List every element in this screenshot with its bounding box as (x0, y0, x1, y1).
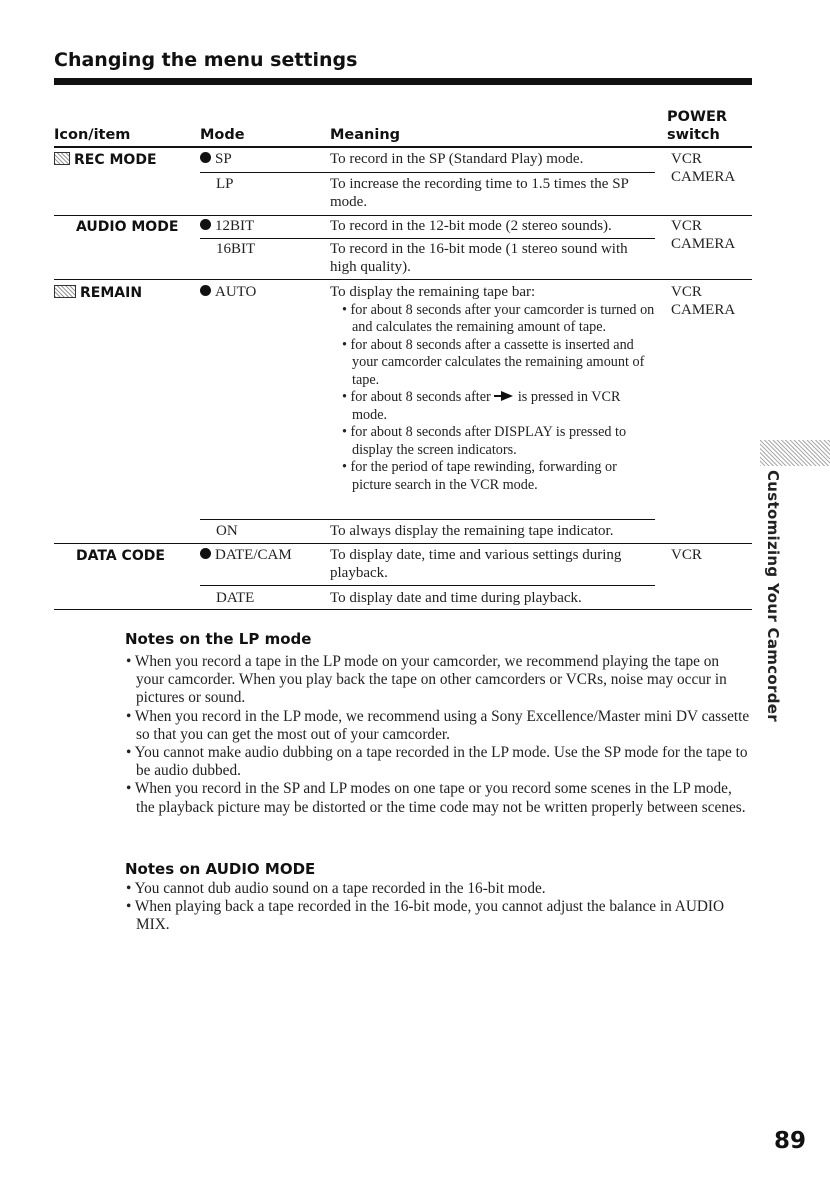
row-rule (200, 238, 655, 239)
page-title: Changing the menu settings (54, 49, 358, 71)
rec-mode-icon (54, 152, 70, 165)
remain-icon (54, 285, 76, 298)
remain-bullet: • for the period of tape rewinding, forwarding or picture search in the VCR mode. (342, 459, 617, 493)
remain-bullet: • for about 8 seconds after your camcorder is turned on and calculates the remaining amount of tape. (342, 301, 655, 335)
remain-auto: AUTO (200, 284, 256, 301)
audio-mode-power: VCR CAMERA (671, 218, 736, 252)
row-rule (54, 215, 752, 216)
selected-bullet-icon (200, 285, 211, 296)
rec-mode-lp-meaning: To increase the recording time to 1.5 times the SP mode. (330, 176, 629, 210)
selected-bullet-icon (200, 152, 211, 163)
header-meaning: Meaning (330, 127, 401, 143)
header-power-line2: switch (667, 127, 720, 143)
audio-mode-16bit: 16BIT (216, 241, 256, 257)
data-code-label: DATA CODE (76, 548, 165, 564)
list-item: • When you record in the LP mode, we recommend using a Sony Excellence/Master mini DV cassette so that you can get the most out of your camcorder. (126, 707, 750, 743)
audio-mode-label: AUDIO MODE (76, 219, 179, 235)
notes-lp-list (118, 653, 750, 817)
row-rule (200, 172, 655, 173)
notes-lp-heading: Notes on the LP mode (125, 630, 312, 648)
side-tab-label: Customizing Your Camcorder (764, 470, 782, 722)
rec-mode-sp-meaning: To record in the SP (Standard Play) mode. (330, 151, 584, 167)
row-rule (54, 543, 752, 544)
remain-item (54, 285, 142, 301)
data-code-date: DATE (216, 590, 255, 606)
row-rule (200, 585, 655, 586)
header-power (667, 108, 727, 144)
notes-audio-list (118, 880, 750, 935)
rec-mode-power: VCR CAMERA (671, 151, 736, 185)
title-rule (54, 78, 752, 85)
data-code-power: VCR (671, 547, 702, 563)
play-icon (494, 391, 514, 401)
header-power-line1: POWER (667, 109, 728, 125)
list-item: • When you record in the SP and LP modes on one tape or you record some scenes in the LP mode, the playback picture may be distorted or the time code may not be written properly between scenes. (126, 780, 746, 816)
side-tab-marker (760, 440, 830, 466)
rec-mode-item (54, 152, 157, 168)
rec-mode-sp: SP (200, 151, 232, 168)
rec-mode-label: REC MODE (74, 152, 157, 168)
selected-bullet-icon (200, 548, 211, 559)
table-bottom-rule (54, 609, 752, 610)
list-item: • When playing back a tape recorded in the 16-bit mode, you cannot adjust the balance in AUDIO MIX. (126, 898, 725, 934)
data-code-date-meaning: To display date and time during playback. (330, 590, 582, 606)
remain-bullet: • for about 8 seconds after a cassette is inserted and your camcorder calculates the remaining amount of tape. (342, 336, 645, 388)
audio-mode-12bit-meaning: To record in the 12-bit mode (2 stereo sounds). (330, 218, 612, 234)
page-number: 89 (774, 1128, 807, 1154)
header-icon-item: Icon/item (54, 127, 131, 143)
audio-mode-12bit: 12BIT (200, 218, 254, 235)
remain-auto-meaning: To display the remaining tape bar: • for about 8 seconds after your camcorder is turned on and calculates the remaining amount of tape. • for about 8 seconds after a cassette is inserted and your camcorder calculates the remaining amount of tape. • for about 8 seconds after is pressed in VCR mode. • for about 8 seconds after DISPLAY is pressed to display the screen indicators. • for the period of tape rewinding, forwarding or picture search in the VCR mode. (330, 284, 655, 493)
row-rule (200, 519, 655, 520)
remain-bullet: • for about 8 seconds after is pressed in VCR mode. (342, 389, 621, 423)
list-item: • You cannot make audio dubbing on a tape recorded in the LP mode. Use the SP mode for the tape to be audio dubbed. (126, 744, 748, 780)
rec-mode-lp: LP (216, 176, 234, 192)
header-rule (54, 146, 752, 148)
row-rule (54, 279, 752, 280)
remain-on-meaning: To always display the remaining tape indicator. (330, 523, 614, 539)
remain-label: REMAIN (80, 285, 143, 301)
notes-audio-heading: Notes on AUDIO MODE (125, 860, 316, 878)
data-code-datecam: DATE/CAM (200, 547, 292, 564)
remain-power: VCR CAMERA (671, 284, 736, 318)
list-item: • When you record a tape in the LP mode on your camcorder, we recommend playing the tape on your camcorder. When you play back the tape on other camcorders or VCRs, noise may occur in pictures or sound. (126, 653, 727, 707)
remain-bullet: • for about 8 seconds after DISPLAY is pressed to display the screen indicators. (342, 424, 627, 458)
selected-bullet-icon (200, 219, 211, 230)
list-item: • You cannot dub audio sound on a tape recorded in the 16-bit mode. (126, 880, 546, 897)
remain-on: ON (216, 523, 238, 539)
header-mode: Mode (200, 127, 245, 143)
audio-mode-16bit-meaning: To record in the 16-bit mode (1 stereo sound with high quality). (330, 241, 628, 275)
data-code-datecam-meaning: To display date, time and various settings during playback. (330, 547, 622, 581)
